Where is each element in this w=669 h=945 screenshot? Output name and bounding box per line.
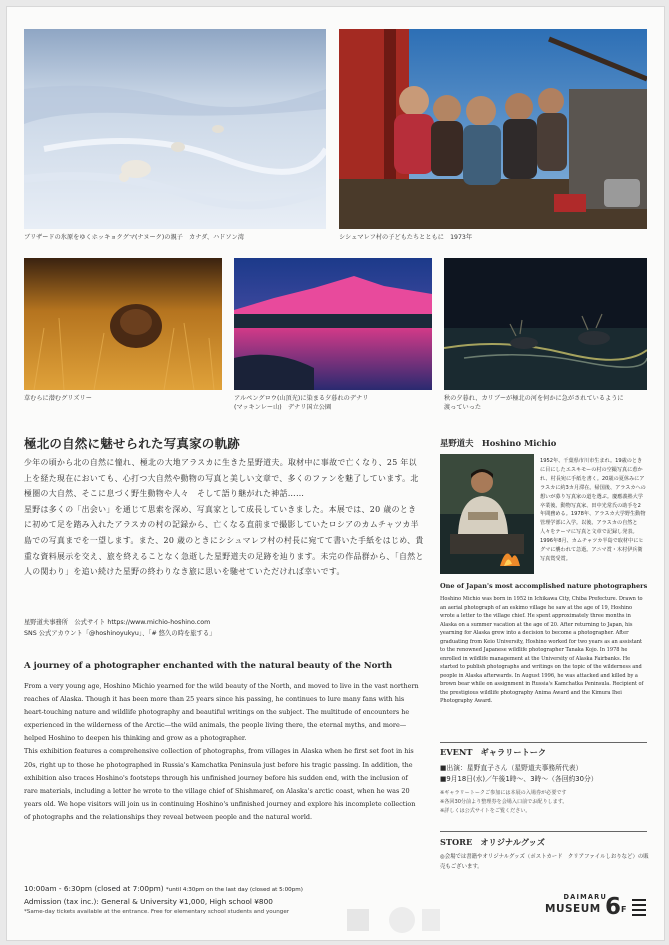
logo-floor-number: 6: [605, 894, 622, 920]
store-body: ◎会場では書籍やオリジナルグッズ（ポストカード クリアファイルしおりなど）の販売もございます。: [440, 854, 649, 871]
divider-store: [440, 831, 647, 832]
logo-floor-letter: F: [621, 905, 627, 914]
jp-title: 極北の自然に魅せられた写真家の軌跡: [24, 436, 240, 451]
bio-en-title: One of Japan's most accomplished nature photographers: [440, 582, 648, 590]
hours-line: [24, 883, 444, 896]
office-sns: SNS 公式アカウント「@hoshinoyukyu」、「# 悠久の時を旅する」: [24, 629, 216, 637]
ticket-note: *Same-day tickets available at the entrance. Free for elementary school students and younger: [24, 909, 290, 915]
polar-bears-image: [24, 29, 326, 229]
photo-caribou: [444, 258, 647, 390]
office-website: 星野道夫事務所 公式サイト https://www.michio-hoshino.com: [24, 619, 211, 626]
daimaru-museum-logo: [537, 893, 649, 933]
event-time: ■9月18日(水)／午後1時～、3時～（各回約30分）: [440, 775, 598, 783]
hours: 10:00am - 6:30pm (closed at 7:00pm): [24, 884, 164, 893]
watermark-shape: [347, 903, 442, 941]
children-image: [339, 29, 647, 229]
event-heading: EVENT ギャラリートーク: [440, 747, 547, 757]
caption-grizzly: 草むらに潜むグリズリー: [24, 395, 92, 402]
caption-polar-bears: ブリザードの氷原をゆくホッキョクグマ(ナヌーク)の親子 カナダ、ハドソン湾: [24, 234, 244, 241]
portrait-image: [440, 454, 534, 574]
photo-grizzly: [24, 258, 222, 390]
jp-body: 少年の頃から北の自然に憧れ、極北の大地アラスカに生きた星野道夫。取材中に事故で亡くなり、25 年以上を経た現在においても、心打つ大自然や動物の写真と美しい文章で、多くのファンを魅了しています。北極圏の大自然、そこに息づく野生動物や人々 そして語り継がれた神話…… 星野は多くの「出会い」を通じて思索を深め、写真家として成長していきました。本展では、20 歳のときに初めて足を踏み入れたアラスカの村の記録から、亡くなる直前まで撮影していたロシアのカムチャツカ半島での写真までを一望します。また、20 歳のときにシシュマレフ村の村長に宛てて書いた手紙をはじめ、貴重な資料展示を交え、旅を終えることなく急逝した星野道夫の足跡を辿ります。未完の作品群から、「自然と人の関わり」を追い続けた星野の終わりなき旅に思いを馳せていただければ幸いです。: [24, 458, 424, 577]
logo-bars-icon: [632, 897, 646, 917]
en-body: From a very young age, Hoshino Michio yearned for the wild beauty of the North, and moved to live in the vast northern reaches of Alaska. Though it has been more than 25 years since his passing, he continues to lure many fans with his heart-touching nature and wildlife photography and beautiful writings on the subject. The multitude of encounters he experienced in the wilderness of the Arctic—the wild animals, the people living there, the eternal myths, and more—helped Hoshino to deepen his thinking and grow as a photographer. This exhibition features a comprehensive collection of photographs, from villages in Alaska when he first set foot in his 20s, right up to those he photographed in Russia's Kamchatka Peninsula just before his tragic passing. In addition, the exhibition also traces Hoshino's footsteps through his unfinished journey before his sudden end, with the inclusion of rare materials, including a letter he wrote to the village chief of Shishmaref, on Alaska's arctic coast, when he was 20 years old. We hope visitors will join us in continuing Hoshino's unfinished journey and explore his incomplete collection of photographs and the relationships they reveal between people and the natural world.: [24, 682, 419, 821]
photo-children: [339, 29, 647, 229]
bio-jp: 1952年、千葉県市川市生まれ。19歳のときに目にしたエスキモーの村の空撮写真に惹かれ、村長宛に手紙を書く。20歳の夏休みにアラスカに約3カ月滞在。帰国後、アラスカへの想いが募り写真家の道を選ぶ。慶應義塾大学卒業後、動物写真家、田中光常氏の助手を2年間務める。1978年、アラスカ大学野生動物管理学部に入学。以後、アラスカの自然と人々をテーマに写真と文章で記録し発表。1996年8月、カムチャツカ半島で取材中にヒグマに襲われて急逝。アニマ賞・木村伊兵衛写真賞受賞。: [540, 458, 646, 562]
event-performer: ■出演：星野直子さん（星野道夫事務所代表）: [440, 764, 583, 772]
hours-note: *until 4:30pm on the last day (closed at 5:00pm): [165, 887, 303, 893]
event-note: ※ギャラリートークご参加には本展の入場券が必要です ※各回30分前より整理券を会場入口前でお配りします。 ※詳しくは公式サイトをご覧ください。: [440, 790, 568, 814]
divider-event: [440, 742, 647, 743]
bio-name: 星野道夫 Hoshino Michio: [440, 438, 557, 448]
caribou-image: [444, 258, 647, 390]
photo-denali: [234, 258, 432, 390]
grizzly-image: [24, 258, 222, 390]
caption-caribou: 秋の夕暮れ、カリブーが極北の河を何かに急がされているように 渡っていった: [444, 395, 624, 411]
logo-daimaru: DAIMARU: [563, 893, 607, 901]
bio-en: Hoshino Michio was born in 1952 in Ichikawa City, Chiba Prefecture. Drawn to an aerial photograph of an eskimo village he saw at the age of 19, Hoshino wrote a letter to the village chief. He spent approximately three months in Alaska on a summer vacation at the age of 20. After returning to Japan, his yearning for Alaska grew into a decision to become a photographer. After graduating from Keio University, Hoshino worked for two years as an assistant to the renowned Japanese wildlife photographer Tanaka Kojo. In 1978 he enrolled in wildlife management at the University of Alaska Fairbanks. He started to publish photographs and writings on the topic of the wilderness and people in Alaska afterwards. In August 1996, he was attacked and killed by a brown bear while on assignment in Russia's Kamchatka Peninsula. Recipient of the prestigious wildlife photography Anima Award and the Kimura Ihei Photography Award.: [440, 596, 644, 704]
office-info: [24, 618, 424, 639]
event-time-wrap: [440, 773, 650, 787]
admission: Admission (tax inc.): General & University ¥1,000, High school ¥800: [24, 897, 273, 906]
en-title: A journey of a photographer enchanted with the natural beauty of the North: [24, 661, 393, 671]
denali-image: [234, 258, 432, 390]
logo-museum: MUSEUM: [545, 903, 601, 915]
caption-denali: アルペングロウ(山頂光)に染まる夕暮れのデナリ (マッキンレー山) デナリ国立公園: [234, 395, 369, 411]
store-heading: STORE オリジナルグッズ: [440, 837, 545, 847]
photo-polar-bears: [24, 29, 326, 229]
exhibition-flyer: [6, 6, 665, 941]
caption-children: シシュマレフ村の子どもたちとともに 1973年: [339, 234, 473, 241]
photo-portrait: [440, 454, 534, 574]
